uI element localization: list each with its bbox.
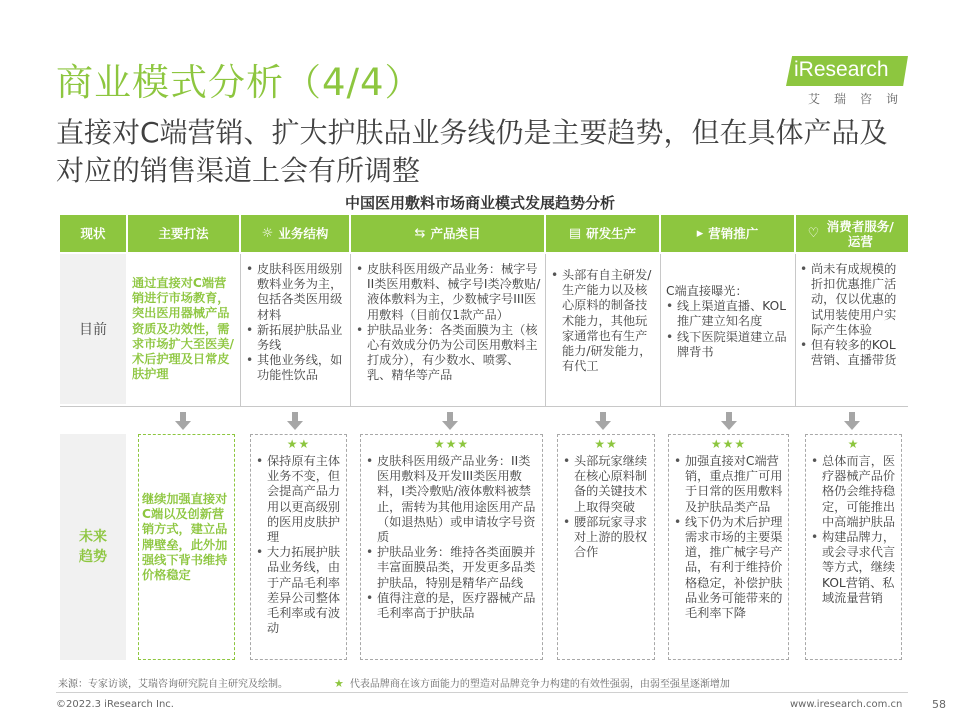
list-item: • 头部有自主研发/生产能力以及核心原料的制备技术能力，其他玩家通常也有生产能力/研发能力，有代工 (551, 268, 657, 374)
current-strategy-text: 通过直接对C端营销进行市场教育，突出医用器械产品资质及功效性，需求市场扩大至医美/术后护理及日常皮肤护理 (132, 276, 234, 382)
future-business-cell (256, 454, 345, 636)
list-item: • 皮肤科医用级别敷料业务为主，包括各类医用级材料 (246, 262, 348, 323)
future-service-cell (811, 454, 900, 606)
column-divider (660, 254, 661, 406)
page-subtitle: 直接对C端营销、扩大护肤品业务线仍是主要趋势，但在具体产品及对应的销售渠道上会有所调整 (56, 116, 888, 187)
lightbulb-icon: ☼ (261, 226, 274, 241)
current-rnd-cell (551, 268, 657, 374)
future-strategy-text: 继续加强直接对C端以及创新营销方式，建立品牌壁垒，此外加强线下背书维持价格稳定 (142, 492, 228, 583)
list-item: • 构建品牌力，或会寻求代言等方式，继续KOL营销、私域流量营销 (811, 530, 900, 606)
header-service (796, 215, 908, 252)
list-item: • 尚未有成规模的折扣优惠推广活动，仅以优惠的试用装使用户实际产生体验 (800, 262, 906, 338)
header-marketing-label: 营销推广 (708, 226, 759, 241)
header-business-label: 业务结构 (278, 226, 329, 241)
current-product-cell (356, 262, 542, 384)
column-divider (795, 254, 796, 406)
down-arrow-icon (442, 412, 458, 430)
list-item: • 线下仍为术后护理需求市场的主要渠道，推广械字号产品，有利于维持价格稳定，补偿护肤品业务可能带来的毛利率下降 (674, 515, 787, 621)
rating-stars: ★★★ (433, 437, 470, 451)
list-item: • 但有较多的KOL营销、直播带货 (800, 338, 906, 368)
document-icon: ▤ (568, 226, 582, 241)
star-legend-text: 代表品牌商在该方面能力的塑造对品牌竞争力构建的有效性强弱，由弱至强星逐渐增加 (349, 679, 730, 690)
star-icon: ★ (334, 677, 344, 690)
heart-icon: ♡ (807, 226, 820, 241)
down-arrow-icon (175, 412, 191, 430)
page-number: 58 (932, 698, 946, 711)
current-business-cell (246, 262, 348, 384)
header-status-label: 现状 (80, 226, 106, 241)
column-divider (350, 254, 351, 406)
list-item: • 皮肤科医用级产品业务：械字号II类医用敷料、械字号I类冷敷贴/液体敷料为主，少数械字号III医用敷料（目前仅1款产品） (356, 262, 542, 323)
list-item: • 大力拓展护肤品业务线，由于产品毛利率差异公司整体毛利率或有波动 (256, 545, 345, 636)
rating-stars: ★★★ (710, 437, 747, 451)
list-item: • 护肤品业务：维持各类面膜并丰富面膜品类，开发更多品类护肤品，特别是精华产品线 (366, 545, 541, 591)
list-item: • 保持原有主体业务不变，但会提高产品力用以更高级别的医用皮肤护理 (256, 454, 345, 545)
header-rnd (546, 215, 659, 252)
column-divider (545, 254, 546, 406)
header-rnd-label: 研发生产 (586, 226, 637, 241)
list-item: • 加强直接对C端营销，重点推广可用于日常的医用敷料及护肤品类产品 (674, 454, 787, 515)
list-item: • 线上渠道直播、KOL推广建立知名度 (666, 299, 794, 329)
list-item: • 皮肤科医用级产品业务：II类医用敷料及开发III类医用敷料，I类冷敷贴/液体敷料被禁止，需转为其他用途医用产品（如退热贴）或申请妆字号资质 (366, 454, 541, 545)
list-item: • 值得注意的是，医疗器械产品毛利率高于护肤品 (366, 591, 541, 621)
header-marketing (661, 215, 794, 252)
rating-stars: ★★ (286, 437, 311, 451)
marketing-intro: C端直接曝光： (666, 284, 748, 298)
row-label-future (60, 434, 126, 660)
header-product (351, 215, 544, 252)
row-label-future-text: 未来趋势 (79, 529, 107, 565)
shuffle-icon: ⇆ (414, 226, 426, 241)
header-strategy-label: 主要打法 (158, 226, 209, 241)
list-item: • 总体而言，医疗器械产品价格仍会维持稳定，可能推出中高端护肤品 (811, 454, 900, 530)
source-note: 来源：专家访谈，艾瑞咨询研究院自主研究及绘制。 (58, 679, 288, 690)
logo-text: iResearch (794, 58, 889, 81)
footer-divider (56, 692, 908, 693)
future-product-cell (366, 454, 541, 621)
column-divider (240, 254, 241, 406)
row-label-current: 目前 (60, 254, 126, 404)
rating-stars: ★ (847, 437, 860, 451)
list-item: • 护肤品业务：各类面膜为主（核心有效成分仍为公司医用敷料主打成分），有少数水、喷雾、乳、精华等产品 (356, 323, 542, 384)
list-item: • 新拓展护肤品业务线 (246, 323, 348, 353)
current-service-cell (800, 262, 906, 368)
diagram-title: 中国医用敷料市场商业模式发展趋势分析 (344, 194, 615, 212)
star-legend (334, 675, 730, 690)
page-title: 商业模式分析（4/4） (56, 61, 423, 104)
down-arrow-icon (721, 412, 737, 430)
list-item: • 头部玩家继续在核心原料制备的关键技术上取得突破 (563, 454, 653, 515)
down-arrow-icon (595, 412, 611, 430)
row-divider (60, 406, 908, 407)
copyright: ©2022.3 iResearch Inc. (56, 699, 174, 710)
down-arrow-icon (844, 412, 860, 430)
header-service-label: 消费者服务/运营 (826, 218, 894, 249)
header-status (60, 215, 126, 252)
future-rnd-cell (563, 454, 653, 560)
list-item: • 线下医院渠道建立品牌背书 (666, 330, 794, 360)
current-marketing-cell (666, 284, 794, 360)
rating-stars: ★★ (594, 437, 618, 451)
website-url: www.iresearch.com.cn (790, 699, 903, 710)
list-item: • 腰部玩家寻求对上游的股权合作 (563, 515, 653, 561)
logo-subtext: 艾瑞咨询 (808, 92, 913, 106)
header-product-label: 产品类目 (430, 226, 481, 241)
megaphone-icon: ▸ (696, 226, 704, 241)
down-arrow-icon (287, 412, 303, 430)
header-strategy (128, 215, 239, 252)
list-item: • 其他业务线，如功能性饮品 (246, 353, 348, 383)
header-business (241, 215, 349, 252)
future-marketing-cell (674, 454, 787, 621)
iresearch-logo (786, 56, 912, 106)
